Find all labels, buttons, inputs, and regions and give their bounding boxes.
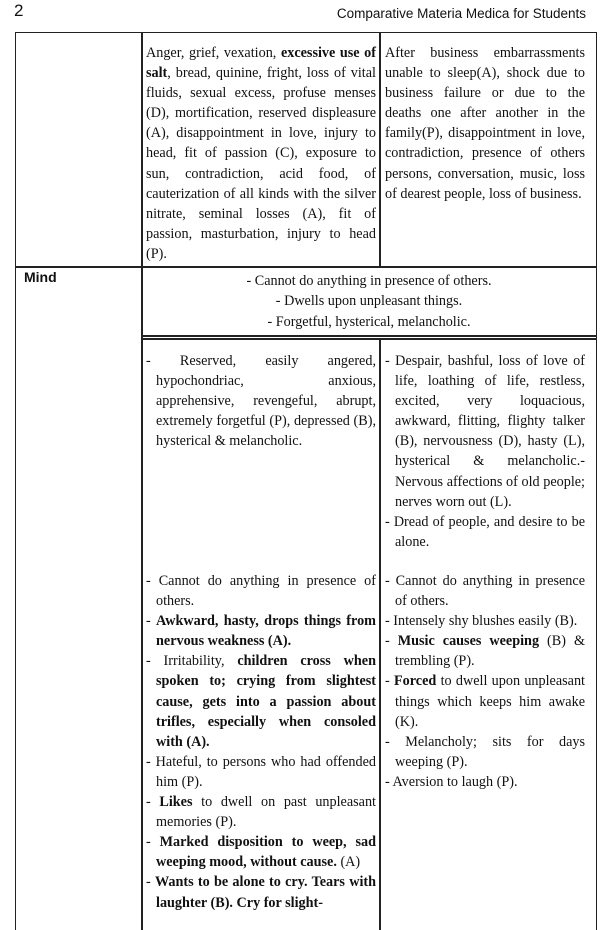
text-entry	[146, 752, 376, 792]
text-run: Anger, grief, vexation,	[146, 45, 281, 61]
text-run: to dwell on past unpleasant memories (P).	[156, 794, 376, 831]
table-row-divider-causation	[15, 266, 597, 268]
bold-text-run: Wants to be alone to cry. Tears with laughter (B). Cry for slight-	[155, 874, 376, 911]
table-divider-label-column	[141, 32, 143, 930]
text-run: - Dread of people, and desire to be alone.	[385, 513, 585, 550]
text-run: After business embarrassments unable to sleep(A), shock due to business failure or due to the deaths one after another in the family(P), disappointment in love, contradiction, presence of others persons, conversation, music, loss of dearest people, loss of business.	[385, 45, 585, 202]
text-run: -	[385, 673, 394, 690]
text-run: -	[146, 834, 160, 851]
text-run: - Hateful, to persons who had offended him (P).	[146, 753, 376, 790]
text-run: -	[146, 874, 155, 891]
mind-common-symptoms	[143, 271, 595, 332]
text-run: (A)	[336, 854, 361, 871]
text-run: to dwell upon unpleasant things which keeps him awake (K).	[395, 673, 585, 730]
text-run: - Despair, bashful, loss of love of life, loathing of life, restless, excited, very loquacious, awkward, flitting, flighty talker (B), nervousness (D), hasty (L), hysterical & melancholic.- Nervous affections of old people; nerves worn out (L).	[385, 353, 585, 510]
text-run: (B) & trembling (P).	[395, 633, 585, 670]
bold-text-run: Music causes weeping	[397, 633, 540, 650]
text-entry	[385, 772, 585, 792]
common-symptom: - Cannot do anything in presence of others.	[246, 273, 492, 289]
text-entry	[146, 832, 376, 872]
bold-text-run: Forced	[394, 673, 437, 690]
text-run: - Aversion to laugh (P).	[385, 773, 518, 790]
causation-cell-remedy-a	[146, 43, 376, 264]
text-entry	[385, 43, 585, 204]
table-row-divider-common	[141, 335, 597, 337]
page-number: 2	[14, 1, 24, 20]
text-run: , bread, quinine, fright, loss of vital fluids, sexual excess, profuse menses (D), mortification, reserved displeasure (A), disappointment in love, injury to head, fit of passion (C), exposure to sun, contradiction, acid food, of cauterization of all kinds with the silver nitrate, seminal losses (A), fit of passion, masturbation, injury to head (P).	[146, 65, 376, 262]
text-entry	[385, 732, 585, 772]
text-entry	[146, 571, 376, 611]
common-symptom: - Forgetful, hysterical, melancholic.	[267, 313, 471, 330]
text-run: -	[146, 613, 157, 630]
text-entry	[146, 651, 376, 751]
text-run: - Cannot do anything in presence of others.	[385, 573, 585, 610]
text-run: - Irritability,	[146, 653, 238, 670]
causation-cell-remedy-b	[385, 43, 585, 204]
text-run: - Reserved, easily angered, hypochondriac, anxious, apprehensive, revengeful, abrupt, extremely forgetful (P), depressed (B), hysterical & melancholic.	[146, 353, 376, 450]
text-entry	[146, 611, 376, 651]
text-run: - Cannot do anything in presence of others.	[146, 573, 376, 610]
bold-text-run: Awkward, hasty, drops things from nervous weakness (A).	[156, 613, 376, 650]
text-entry	[385, 671, 585, 731]
text-entry	[146, 43, 376, 264]
text-run: - Intensely shy blushes easily (B).	[385, 613, 578, 630]
running-header-title: Comparative Materia Medica for Students	[336, 6, 586, 21]
bold-text-run: excessive use of salt	[146, 45, 376, 82]
text-run: -	[385, 633, 398, 650]
mind-cell-remedy-a-top	[146, 351, 376, 451]
mind-cell-remedy-b-bottom	[385, 571, 585, 792]
text-entry	[146, 872, 376, 912]
text-run: -	[146, 794, 160, 811]
bold-text-run: Likes	[159, 794, 193, 811]
table-divider-remedy-columns-bottom	[379, 338, 381, 930]
row-label-mind: Mind	[24, 269, 57, 285]
table-row-divider-common-2	[141, 338, 597, 340]
text-entry	[385, 611, 585, 631]
text-entry	[146, 351, 376, 451]
bold-text-run: children cross when spoken to; crying from slightest cause, gets into a passion about trifles, especially when consoled with (A).	[156, 653, 376, 750]
text-entry	[146, 792, 376, 832]
text-entry	[385, 571, 585, 611]
table-divider-remedy-columns-top	[379, 32, 381, 266]
text-entry	[385, 631, 585, 671]
bold-text-run: Marked disposition to weep, sad weeping mood, without cause.	[156, 834, 376, 871]
text-entry	[385, 351, 585, 512]
text-run: - Melancholy; sits for days weeping (P).	[385, 733, 585, 770]
mind-cell-remedy-b-top	[385, 351, 585, 552]
mind-cell-remedy-a-bottom	[146, 571, 376, 913]
common-symptom: - Dwells upon unpleasant things.	[275, 293, 463, 310]
text-entry	[385, 512, 585, 552]
